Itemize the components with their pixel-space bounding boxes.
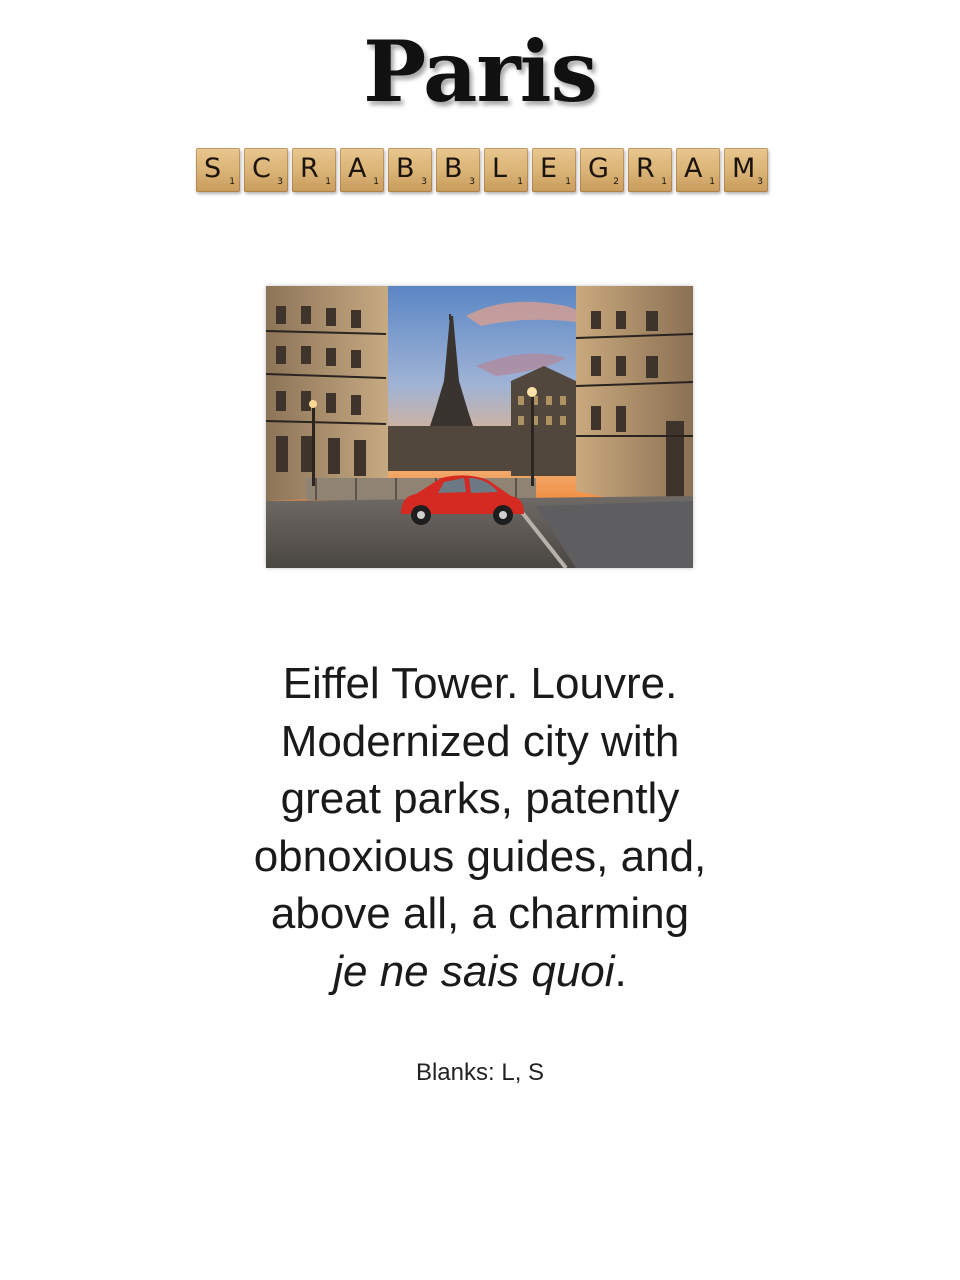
tile-letter: E: [540, 153, 558, 184]
tile-points: 3: [277, 177, 283, 187]
tile-letter: G: [588, 153, 609, 184]
tile-points: 1: [229, 177, 235, 187]
tile-letter: B: [444, 153, 463, 184]
tile-points: 1: [565, 177, 571, 187]
tile-points: 3: [757, 177, 763, 187]
blanks-note: Blanks: L, S: [415, 1059, 545, 1086]
scrabble-tile: [628, 148, 672, 192]
scrabble-tile: [292, 148, 336, 192]
tile-points: 1: [661, 177, 667, 187]
tile-letter: A: [684, 153, 703, 184]
poem-line: above all, a charming: [270, 889, 690, 938]
scrabble-tile: [676, 148, 720, 192]
page-title: Paris: [363, 22, 597, 121]
scrabblegram-tiles: [196, 148, 768, 192]
poem-line: Modernized city with: [280, 716, 680, 766]
poem-last-punctuation: .: [614, 946, 627, 996]
scrabble-tile: [532, 148, 576, 192]
tile-points: 1: [517, 177, 523, 187]
tile-letter: R: [636, 153, 655, 184]
tile-letter: L: [492, 153, 508, 184]
scrabble-tile: [244, 148, 288, 192]
tile-letter: M: [732, 153, 756, 184]
scrabble-tile: [196, 148, 240, 192]
tile-letter: S: [204, 153, 222, 184]
tile-points: 2: [613, 177, 619, 187]
tile-letter: C: [252, 153, 271, 184]
tile-points: 1: [709, 177, 715, 187]
scrabble-tile: [580, 148, 624, 192]
poem-text: [180, 655, 780, 1000]
poem-line: Eiffel Tower. Louvre.: [282, 659, 678, 708]
poem-line: obnoxious guides, and,: [253, 831, 707, 881]
poem-last-line: [180, 943, 780, 1001]
tile-points: 3: [421, 177, 427, 187]
tile-letter: B: [396, 153, 415, 184]
paris-street-photo: [266, 286, 693, 568]
tile-points: 1: [373, 177, 379, 187]
tile-letter: A: [348, 153, 367, 184]
scrabble-tile: [388, 148, 432, 192]
italic-phrase: je ne sais quoi: [333, 946, 615, 996]
scrabble-tile: [484, 148, 528, 192]
scrabble-tile: [340, 148, 384, 192]
tile-points: 3: [469, 177, 475, 187]
tile-letter: R: [300, 153, 319, 184]
poem-line: great parks, patently: [280, 774, 680, 823]
tile-points: 1: [325, 177, 331, 187]
scrabble-tile: [724, 148, 768, 192]
scrabble-tile: [436, 148, 480, 192]
